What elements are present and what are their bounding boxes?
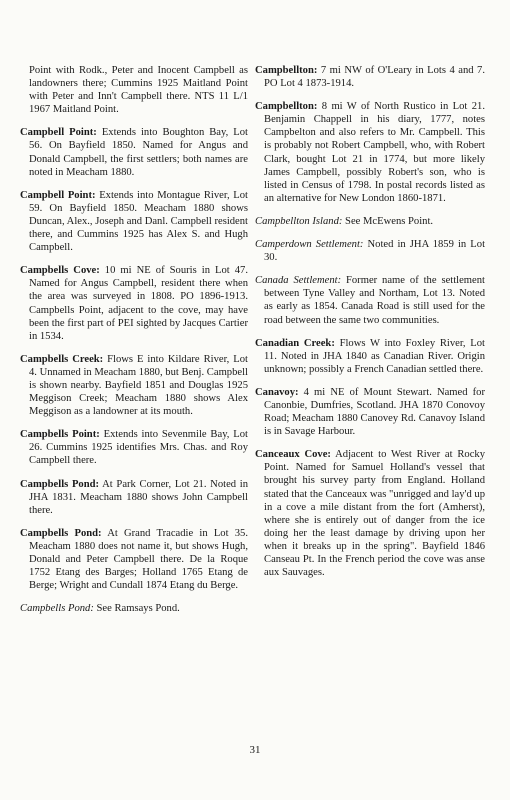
entry-body: Noted in JHA 1859 in Lot 30. (264, 239, 486, 264)
entry (20, 189, 248, 254)
entry-body: 8 mi W of North Rustico in Lot 21. Benjamin Chappell in his diary, 1777, notes Campbelton and also refers to Mr. Campbell. This is probably not Robert Campbell, who, with Robert Clark, bought Lot 21 in 1774, but more likely James Campbell, possibly Robert's son, who is listed in Census of 1798. In postal records listed as an alternative for New London 1860-1871. (264, 101, 485, 204)
left-column (20, 64, 248, 625)
entry-heading: Campbells Pond: (20, 478, 100, 490)
entry-body: Extends into Boughton Bay, Lot 56. On Bayfield 1850. Named for Angus and Donald Campbell, the first settlers; both names are noted in Meacham 1880. (29, 127, 248, 178)
entry-heading: Campbells Point: (20, 429, 100, 441)
entry-heading: Campbellton: (255, 101, 318, 113)
entry (20, 264, 248, 343)
entry-body: See McEwens Point. (342, 215, 434, 227)
entry-heading: Canavoy: (255, 386, 299, 398)
entry (20, 527, 248, 592)
entry-body: See Ramsays Pond. (93, 603, 180, 615)
entry-continuation (20, 64, 248, 116)
entry (255, 337, 485, 376)
entry (255, 100, 485, 205)
entry (20, 478, 248, 517)
entry (255, 215, 485, 228)
entry (20, 126, 248, 178)
entry-heading: Camperdown Settlement: (255, 239, 364, 251)
entry (20, 353, 248, 418)
entry (20, 428, 248, 467)
entry-heading: Campbells Creek: (20, 353, 104, 365)
entry (255, 274, 485, 326)
entry-heading: Campbells Pond: (20, 603, 94, 615)
entry (255, 238, 485, 264)
entry-heading: Canadian Creek: (255, 337, 335, 349)
entry-heading: Campbellton Island: (255, 215, 343, 227)
entry-heading: Canada Settlement: (255, 275, 342, 287)
page (20, 64, 490, 764)
entry (255, 448, 485, 579)
page-number: 31 (249, 744, 261, 756)
entry-body: At Park Corner, Lot 21. Noted in JHA 1831. Meacham 1880 shows John Campbell there. (29, 478, 248, 516)
entry-heading: Campbells Pond: (20, 527, 102, 539)
right-column (255, 64, 485, 589)
entry-body: 7 mi NW of O'Leary in Lots 4 and 7. PO Lot 4 1873-1914. (264, 65, 485, 90)
entry-body: Adjacent to West River at Rocky Point. Named for Samuel Holland's vessel that brought his survey party from England. Holland stated that the Canceaux was "unrigged and lay'd up in a cove a mile distant from the fort (Amherst), where she is entirely out of danger from the ice doing her the least damage by driving upon her when it breaks up in the spring". Bayfield 1846 Canseau Pt. In the French period the cove was anse aux Sauvages. (264, 449, 485, 579)
entry-body: Extends into Sevenmile Bay, Lot 26. Cummins 1925 identifies Mrs. Chas. and Roy Campbell there. (29, 429, 248, 467)
entry-heading: Campbell Point: (20, 127, 97, 139)
entry-body: 10 mi NE of Souris in Lot 47. Named for Angus Campbell, resident there when the area was surveyed in 1808. PO 1896-1913. Campbells Point, adjacent to the cove, may have been the first part of PEI sighted by Jacques Cartier in 1534. (29, 265, 249, 342)
entry-heading: Campbell Point: (20, 189, 96, 201)
entry-body: Flows W into Foxley River, Lot 11. Noted in JHA 1840 as Canadian River. Origin unknown; possibly a French Canadian settled there. (264, 337, 485, 375)
entry-heading: Campbells Cove: (20, 265, 100, 277)
entry-body: Former name of the settlement between Tyne Valley and Northam, Lot 13. Noted as early as 1854. Canada Road is still used for the road between the same two communities. (264, 275, 485, 326)
entry-heading: Campbellton: (255, 65, 318, 76)
entry-body: Extends into Montague River, Lot 59. On Bayfield 1850. Meacham 1880 shows Duncan, Alex., Joseph and Danl. Campbell resident there, and Cummins 1925 has Alex S. and Hugh Campbell. (29, 189, 248, 254)
entry-body: Point with Rodk., Peter and Inocent Campbell as landowners there; Cummins 1925 Maitland Point with Peter and Inn't Campbell there. NTS 11 L/1 1967 Maitland Point. (29, 65, 248, 116)
entry-body: Flows E into Kildare River, Lot 4. Unnamed in Meacham 1880, but Benj. Campbell is shown nearby. Bayfield 1851 and Douglas 1925 Meggison Creek; Meacham 1880 shows Alex Meggison as a landowner at its mouth. (29, 353, 248, 418)
entry (20, 602, 248, 615)
entry-heading: Canceaux Cove: (255, 449, 331, 461)
entry (255, 386, 485, 438)
entry (255, 64, 485, 90)
entry-body: At Grand Tracadie in Lot 35. Meacham 1880 does not name it, but shows Hugh, Donald and Peter Campbell there. De la Roque 1752 Etang des Barges; Holland 1765 Etang de Berge; Wright and Cundall 1874 Etang du Berge. (29, 527, 248, 592)
entry-body: 4 mi NE of Mount Stewart. Named for Canonbie, Dumfries, Scotland. JHA 1870 Conovoy Road; Meacham 1880 Canovey Rd. Canavoy Island is in Savage Harbour. (264, 386, 485, 438)
